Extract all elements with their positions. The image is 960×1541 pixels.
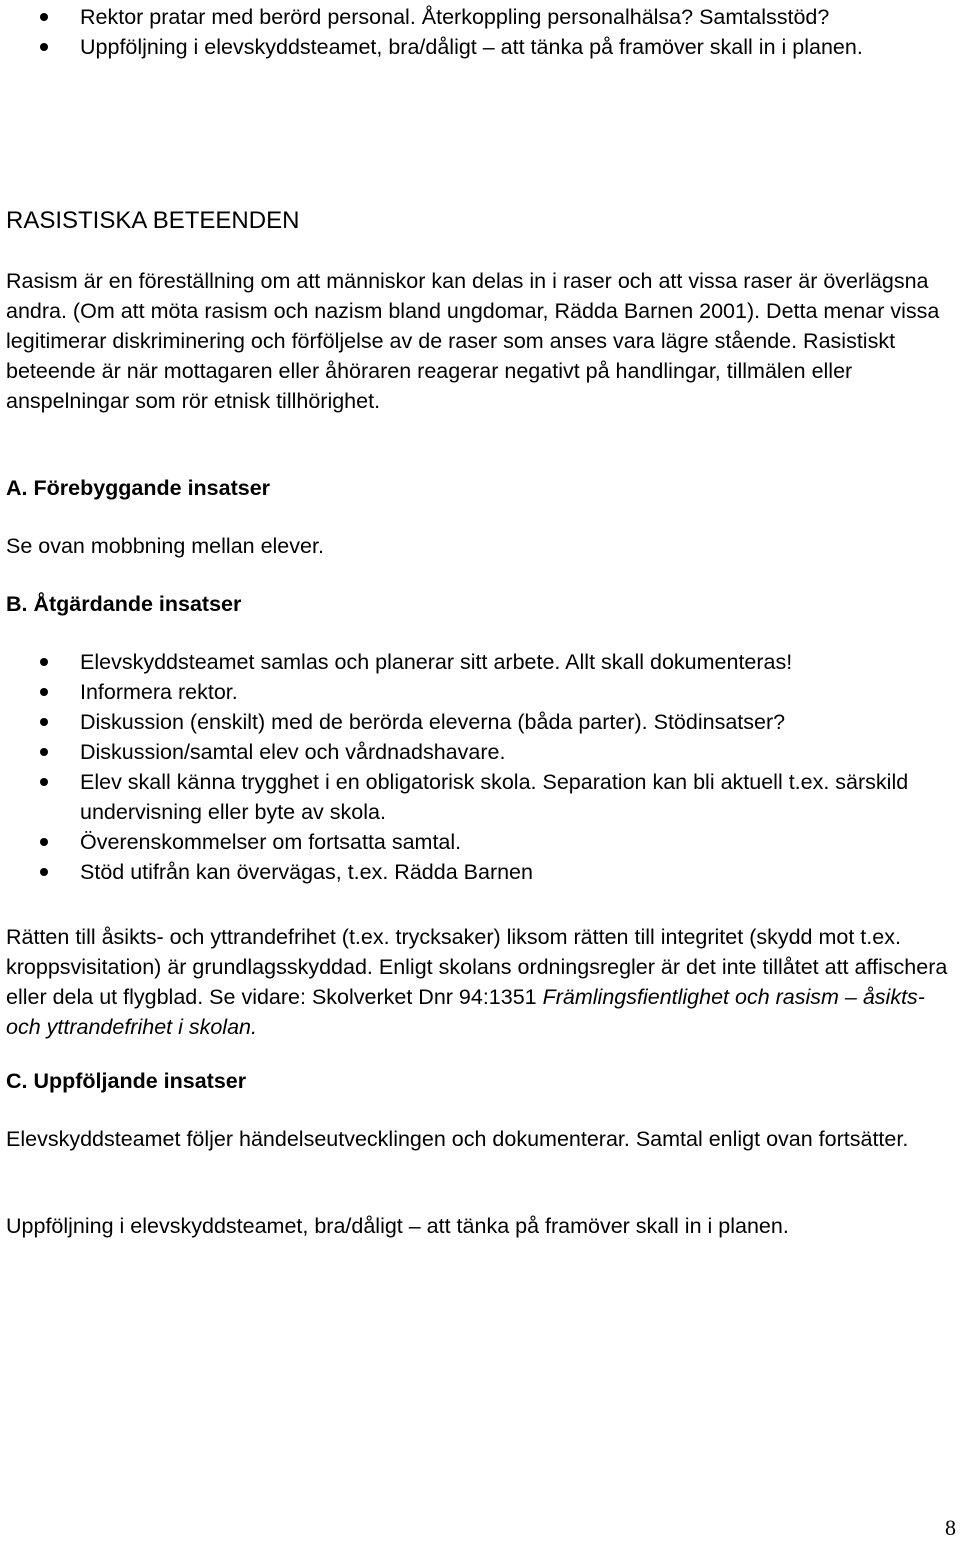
rights-reference: Främlingsfientlighet och rasism – åsikts- och yttrandefrihet i skolan. [6, 985, 925, 1039]
list-item-text: Elev skall känna trygghet i en obligatorisk skola. Separation kan bli aktuell t.ex. särskild undervisning eller byte av skola. [80, 770, 909, 824]
bullet-icon [40, 868, 48, 876]
bullet-icon [40, 778, 48, 786]
bullet-icon [40, 688, 48, 696]
list-item-text: Diskussion/samtal elev och vårdnadshavare. [80, 740, 506, 764]
list-item [6, 32, 951, 62]
definition-paragraph: Rasism är en föreställning om att människor kan delas in i raser och att vissa raser är överlägsna andra. (Om att möta rasism och nazism bland ungdomar, Rädda Barnen 2001). Detta menar vissa legitimerar diskriminering och förföljelse av de raser som anses vara lägre stående. Rasistiskt beteende är när mottagaren eller åhöraren reagerar negativt på handlingar, tillmälen eller anspelningar som rör etnisk tillhörighet. [6, 269, 940, 413]
list-item [6, 857, 951, 887]
list-item-text: Stöd utifrån kan övervägas, t.ex. Rädda Barnen [80, 860, 533, 884]
section-a-text: Se ovan mobbning mellan elever. [6, 534, 324, 558]
bullet-icon [40, 13, 48, 21]
list-item-text: Uppföljning i elevskyddsteamet, bra/dåligt – att tänka på framöver skall in i planen. [80, 35, 863, 59]
bullet-icon [40, 718, 48, 726]
list-item [6, 737, 951, 767]
measures-list [6, 647, 951, 887]
top-bullet-list [6, 2, 951, 62]
list-item [6, 827, 951, 857]
bullet-icon [40, 838, 48, 846]
list-item-text: Elevskyddsteamet samlas och planerar sitt arbete. Allt skall dokumenteras! [80, 650, 793, 674]
list-item-text: Diskussion (enskilt) med de berörda eleverna (båda parter). Stödinsatser? [80, 710, 786, 734]
rights-paragraph [6, 922, 951, 1042]
section-c-heading: C. Uppföljande insatser [6, 1069, 247, 1093]
section-a-heading: A. Förebyggande insatser [6, 476, 271, 500]
bullet-icon [40, 748, 48, 756]
rights-text: Rätten till åsikts- och yttrandefrihet (t.ex. trycksaker) liksom rätten till integritet (skydd mot t.ex. kroppsvisitation) är grundlagsskyddad. Enligt skolans ordningsregler är det inte tillåtet att affischera eller dela ut flygblad. Se vidare: Skolverket Dnr 94:1351 [6, 925, 948, 1009]
list-item [6, 767, 951, 827]
bullet-icon [40, 658, 48, 666]
followup-paragraph: Uppföljning i elevskyddsteamet, bra/dåligt – att tänka på framöver skall in i planen. [6, 1214, 789, 1238]
bullet-icon [40, 43, 48, 51]
section-c-paragraph: Elevskyddsteamet följer händelseutvecklingen och dokumenterar. Samtal enligt ovan fortsätter. [6, 1127, 909, 1151]
list-item [6, 2, 951, 32]
list-item [6, 647, 951, 677]
list-item-text: Informera rektor. [80, 680, 238, 704]
list-item [6, 677, 951, 707]
section-b-heading: B. Åtgärdande insatser [6, 592, 242, 616]
section-title: RASISTISKA BETEENDEN [6, 207, 300, 234]
list-item-text: Rektor pratar med berörd personal. Återkoppling personalhälsa? Samtalsstöd? [80, 5, 830, 29]
list-item-text: Överenskommelser om fortsatta samtal. [80, 830, 462, 854]
list-item [6, 707, 951, 737]
page-number: 8 [945, 1515, 956, 1540]
